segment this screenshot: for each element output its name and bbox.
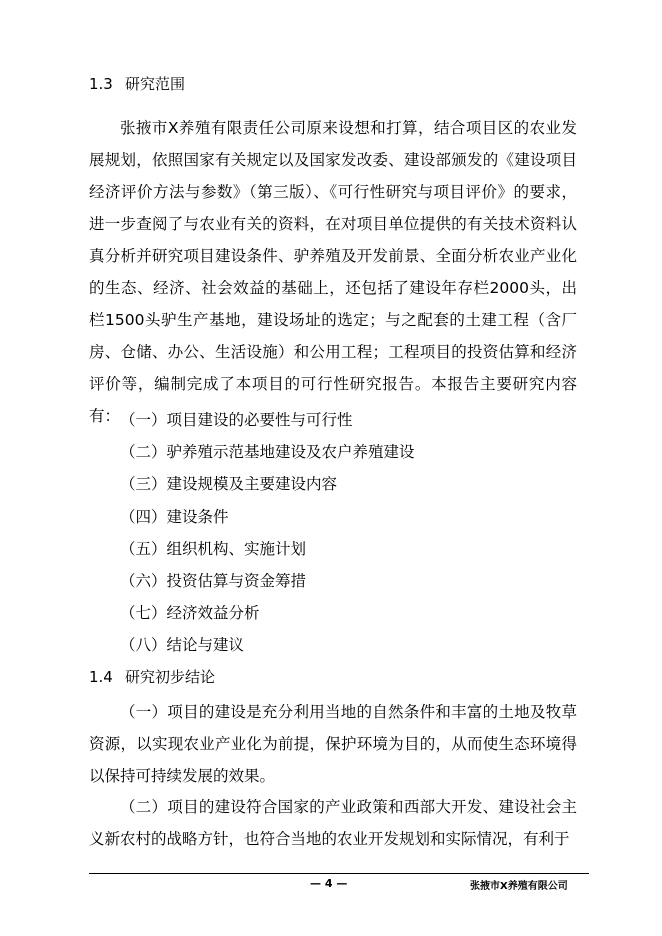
scope-item: （八）结论与建议 — [120, 636, 245, 654]
scope-paragraph: 张掖市X养殖有限责任公司原来设想和打算，结合项目区的农业发展规划，依照国家有关规定以及国家发改委、建设部颁发的《建设项目经济评价方法与参数》（第三版）、《可行性研究与项目评价》的要求，进一步查阅了与农业有关的资料，在对项目单位提供的有关技术资料认真分析并研究项目建设条件、驴养殖及开发前景、全面分析农业产业化的生态、经济、社会效益的基础上，还包括了建设年存栏2000头，出栏1500头驴生产基地，建设场址的选定；与之配套的土建工程（含厂房、仓储、办公、生活设施）和公用工程；工程项目的投资估算和经济评价等，编制完成了本项目的可行性研究报告。本报告主要研究内容有： — [89, 119, 577, 425]
section-heading-1-3 — [89, 73, 185, 95]
scope-item: （二）驴养殖示范基地建设及农户养殖建设 — [120, 443, 415, 461]
conclusion-paragraph-1: （一）项目的建设是充分利用当地的自然条件和丰富的土地及牧草资源，以实现农业产业化为前提，保护环境为目的，从而使生态环境得以保持可持续发展的效果。 — [89, 703, 577, 785]
scope-item: （五）组织机构、实施计划 — [120, 540, 307, 558]
section-title: 研究范围 — [125, 75, 186, 93]
section-number: 1.4 — [89, 668, 113, 686]
scope-item: （七）经济效益分析 — [120, 604, 260, 622]
section-number: 1.3 — [89, 75, 113, 93]
scope-item: （六）投资估算与资金筹措 — [120, 572, 307, 590]
footer-divider — [89, 873, 589, 874]
conclusion-paragraph-2: （二）项目的建设符合国家的产业政策和西部大开发、建设社会主义新农村的战略方针，也符合当地的农业开发规划和实际情况，有利于 — [89, 798, 577, 848]
page-number: — 4 — — [310, 877, 348, 890]
scope-item: （四）建设条件 — [120, 508, 229, 526]
section-heading-1-4 — [89, 666, 215, 688]
footer-company: 张掖市X养殖有限公司 — [470, 881, 568, 892]
scope-item: （一）项目建设的必要性与可行性 — [120, 411, 353, 429]
scope-item: （三）建设规模及主要建设内容 — [120, 475, 338, 493]
section-title: 研究初步结论 — [125, 668, 216, 686]
